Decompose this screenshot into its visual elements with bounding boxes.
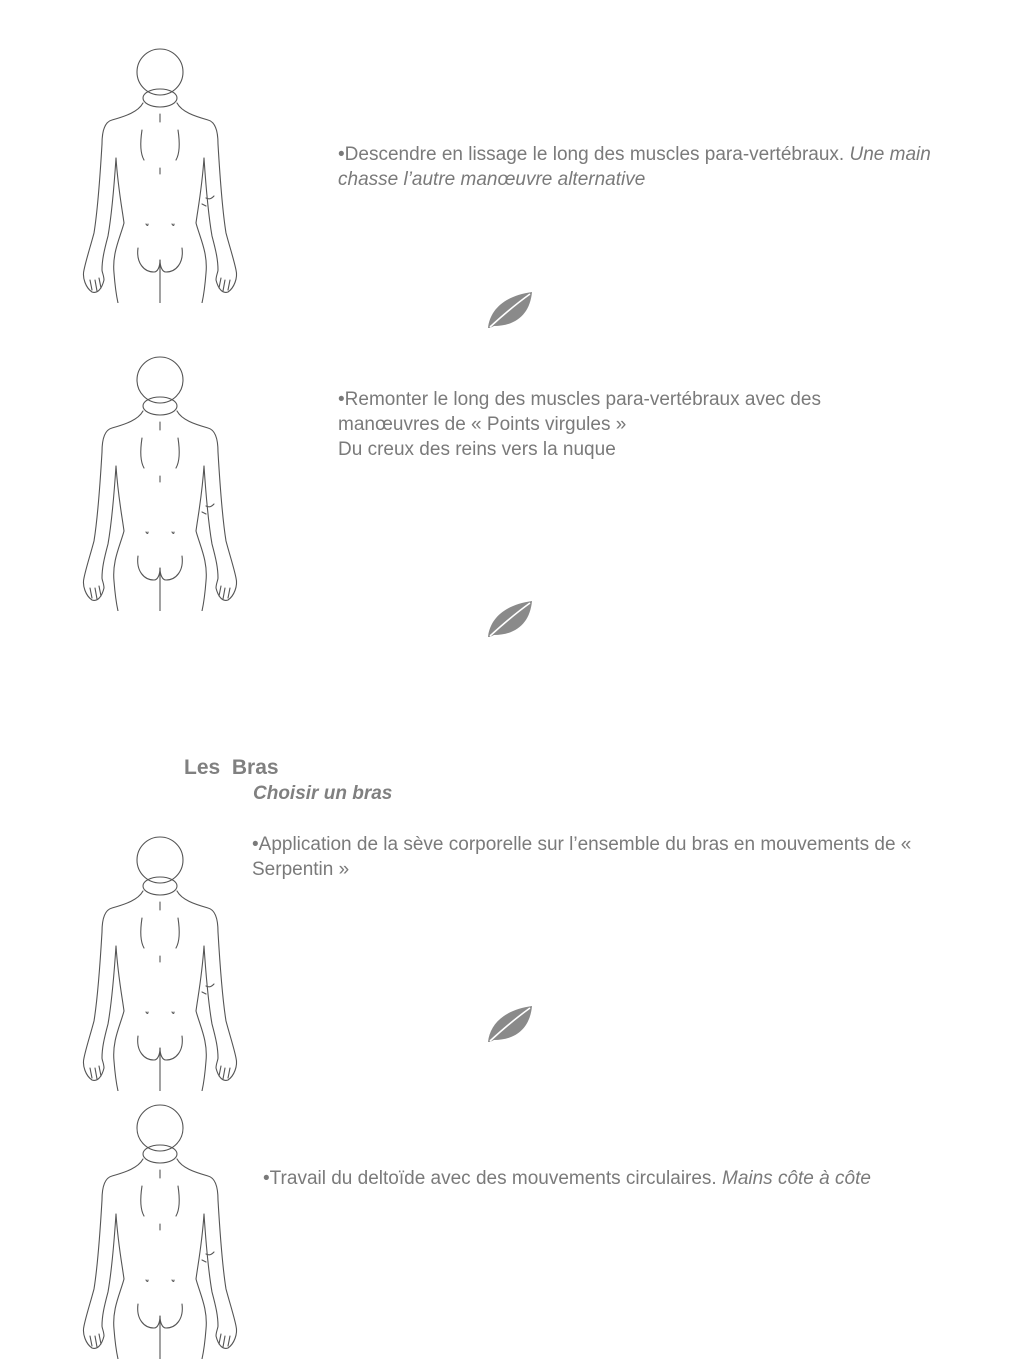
- leaf-separator-1: [484, 288, 536, 332]
- arm-step-2-main: Travail du deltoïde avec des mouvements circulaires.: [269, 1168, 722, 1189]
- body-back-figure-1: [82, 48, 242, 303]
- step-1-text: [338, 142, 968, 192]
- body-back-figure-3: [82, 836, 242, 1091]
- step-2-line-1: •Remonter le long des muscles para-vertébraux avec des: [338, 389, 821, 410]
- leaf-icon: [484, 1002, 536, 1046]
- step-2-text: [338, 387, 958, 462]
- body-back-outline-icon: [82, 356, 242, 611]
- leaf-separator-2: [484, 597, 536, 641]
- bullet: •: [338, 144, 345, 165]
- step-2-line-3: Du creux des reins vers la nuque: [338, 439, 616, 460]
- leaf-separator-3: [484, 1002, 536, 1046]
- body-back-outline-icon: [82, 1104, 242, 1359]
- leaf-icon: [484, 597, 536, 641]
- step-1-italic: Une main chasse l’autre manœuvre alternative: [338, 144, 931, 190]
- bullet: •: [263, 1168, 270, 1189]
- step-1-main: Descendre en lissage le long des muscles para-vertébraux.: [344, 144, 850, 165]
- body-back-figure-2: [82, 356, 242, 611]
- bullet: •: [338, 389, 345, 410]
- body-back-outline-icon: [82, 48, 242, 303]
- arm-step-1-text: [252, 832, 952, 882]
- arm-step-2-italic: Mains côte à côte: [722, 1168, 871, 1189]
- arm-step-2-text: [263, 1166, 963, 1191]
- section-subtitle: Choisir un bras: [253, 783, 393, 804]
- section-title: Les Bras: [184, 756, 279, 779]
- bullet: •: [252, 834, 259, 855]
- leaf-icon: [484, 288, 536, 332]
- arm-step-1-main: Application de la sève corporelle sur l’ensemble du bras en mouvements de « Serpentin »: [252, 834, 912, 880]
- body-back-outline-icon: [82, 836, 242, 1091]
- step-2-line-2: manœuvres de « Points virgules »: [338, 414, 627, 435]
- body-back-figure-4: [82, 1104, 242, 1359]
